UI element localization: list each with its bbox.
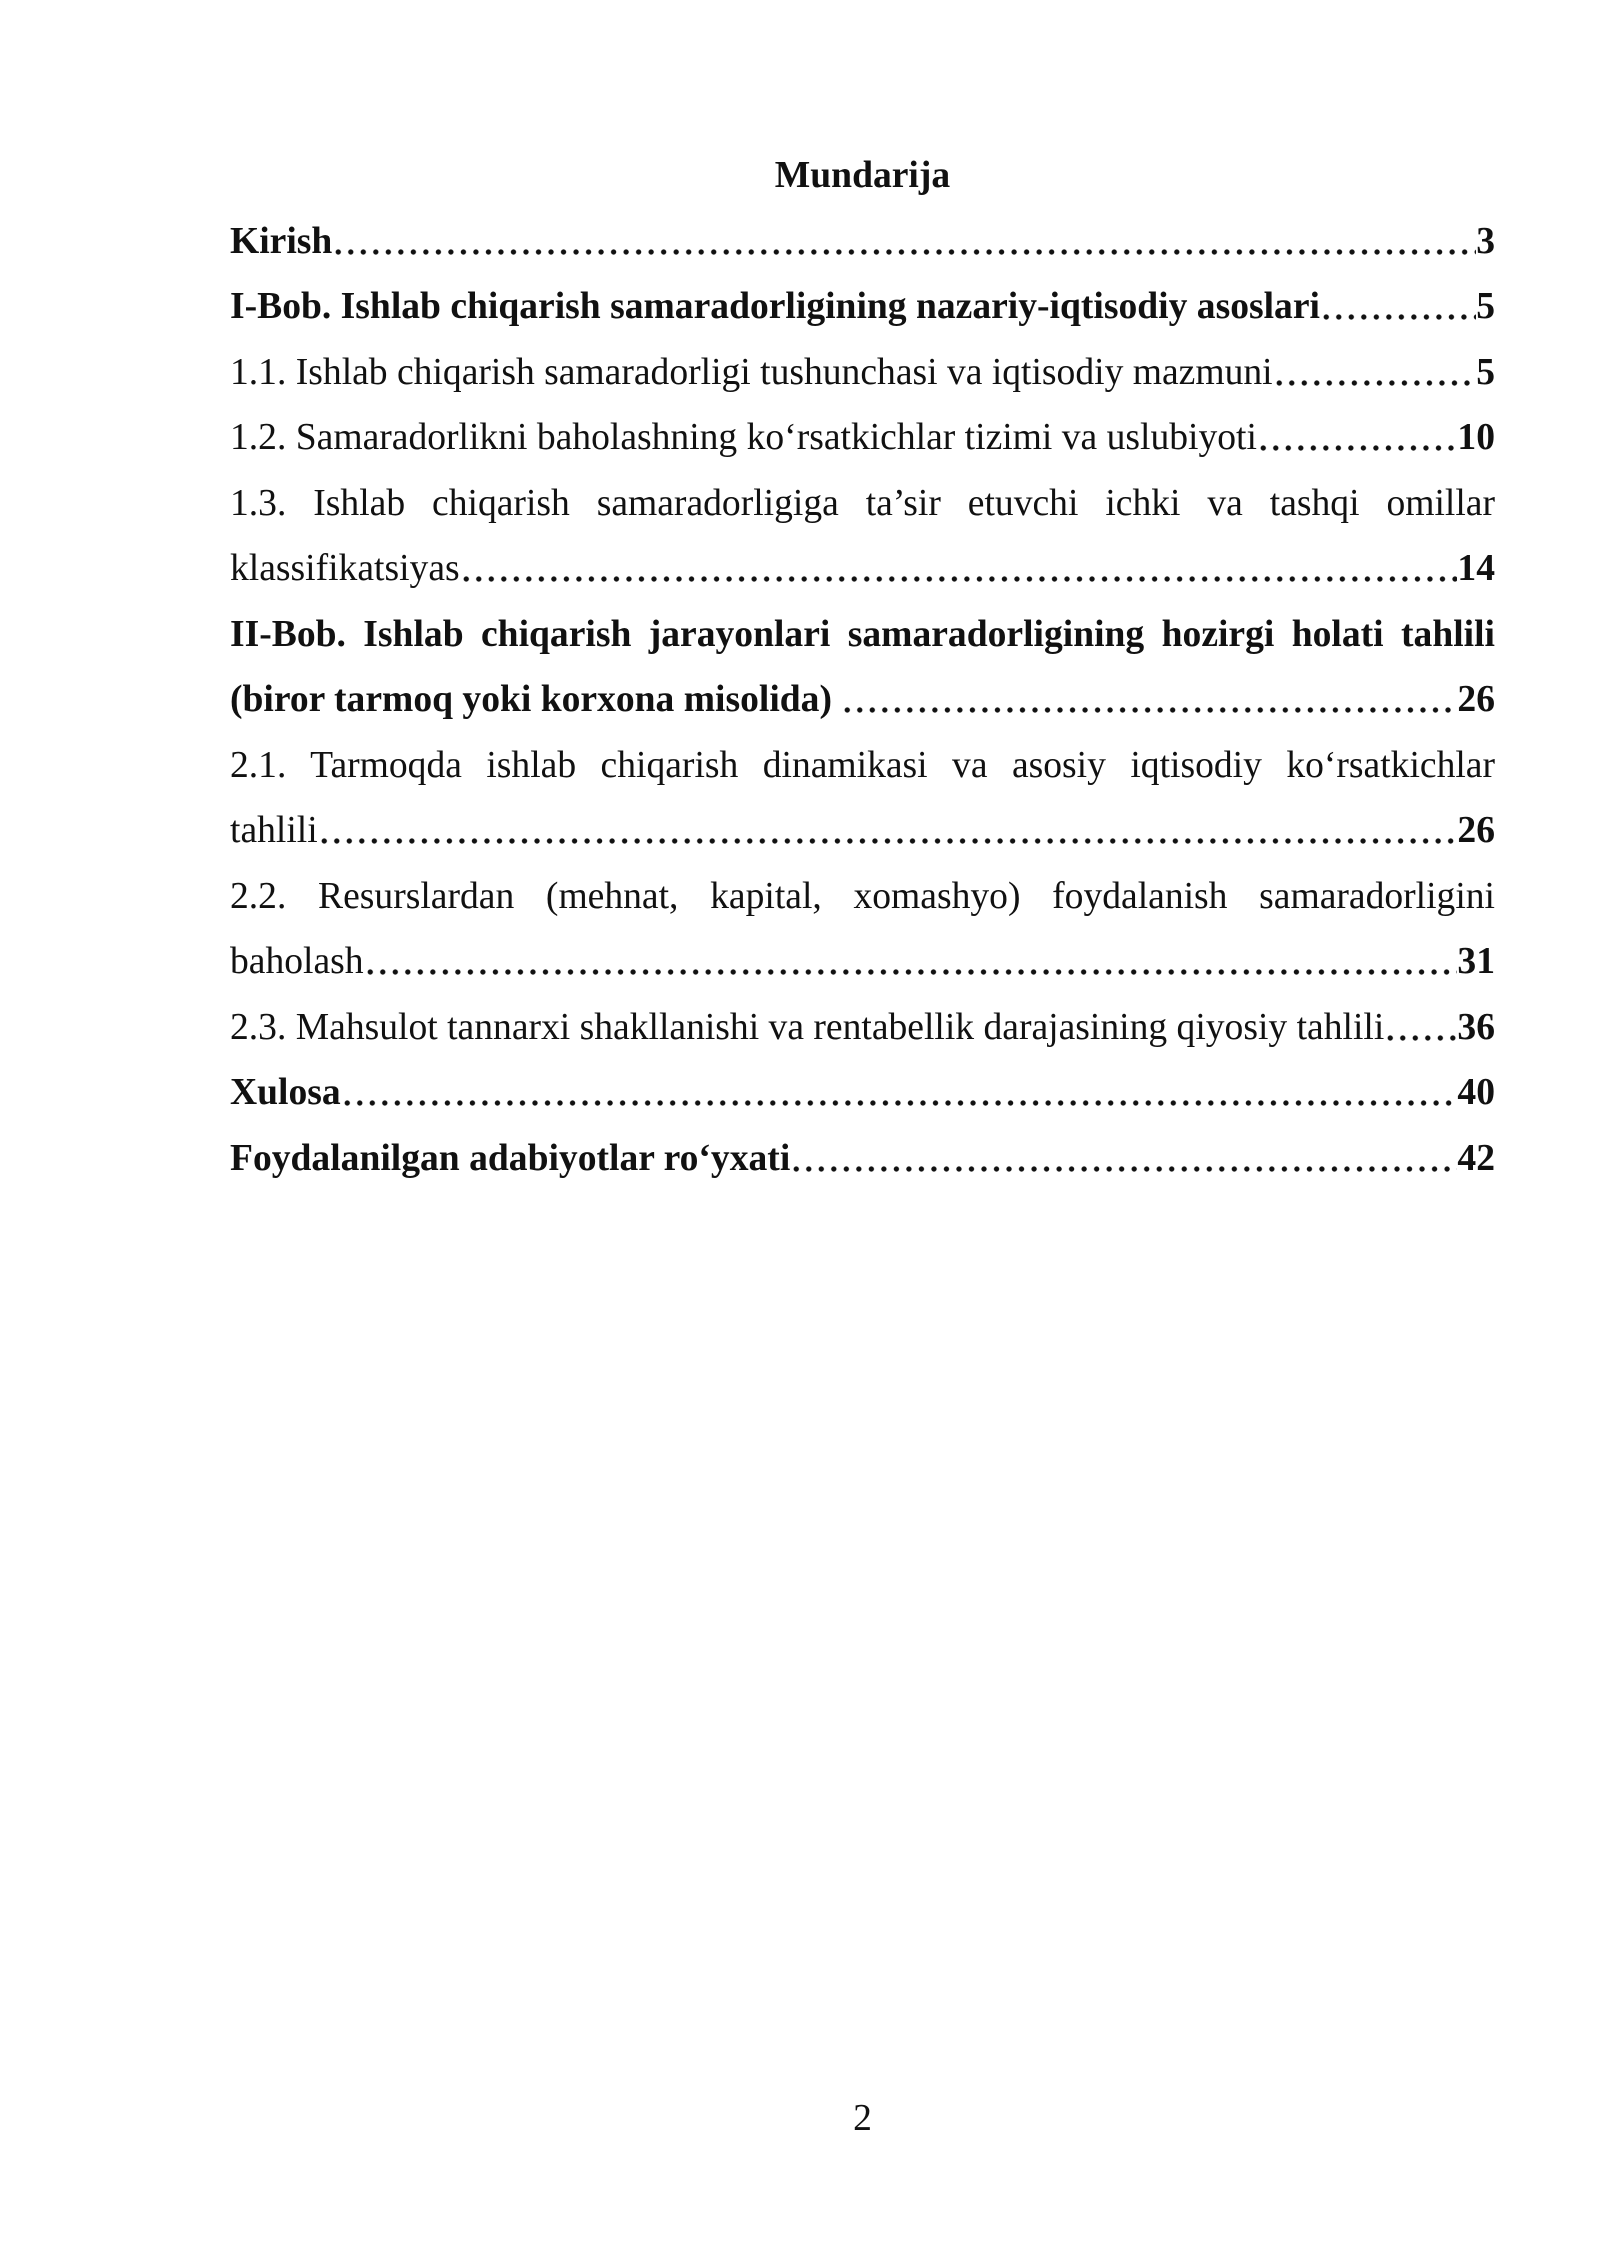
toc-entry-line-last: [230, 1126, 1495, 1192]
toc-entry-page: 31: [1457, 941, 1495, 982]
toc-entry: [230, 405, 1495, 471]
toc-entry: [230, 340, 1495, 406]
toc-entry-page: 10: [1457, 417, 1495, 458]
toc-entry: [230, 471, 1495, 602]
toc-entry-title: Xulosa: [230, 1072, 341, 1113]
toc-entry-page: 26: [1457, 810, 1495, 851]
toc-entry-line-last: [230, 405, 1495, 471]
toc-entry-title: 2.3. Mahsulot tannarxi shakllanishi va rentabellik darajasining qiyosiy tahlili: [230, 1006, 1385, 1048]
toc-entry: [230, 864, 1495, 995]
toc-entry-line-last: [230, 929, 1495, 995]
toc-entry-page: 40: [1457, 1072, 1495, 1113]
dot-leader: [1273, 340, 1477, 406]
dot-leader: [341, 1060, 1458, 1126]
toc-entry-page: 3: [1476, 220, 1495, 262]
toc-entry-title: tahlili: [230, 810, 318, 851]
toc-entry-line: [230, 733, 1495, 799]
toc-entry-title: 2.2. Resurslardan (mehnat, kapital, xomashyo) foydalanish samaradorligini: [230, 875, 1495, 917]
page-number: 2: [853, 2098, 872, 2139]
toc-entry-page: 42: [1457, 1137, 1495, 1179]
toc-entry-line: [230, 602, 1495, 668]
toc-entry-line-last: [230, 536, 1495, 602]
toc-entry: [230, 733, 1495, 864]
toc-entry-title: 2.1. Tarmoqda ishlab chiqarish dinamikasi va asosiy iqtisodiy ko‘rsatkichlar: [230, 744, 1495, 786]
toc-entry-line-last: [230, 209, 1495, 275]
toc-title: Mundarija: [774, 155, 951, 196]
dot-leader: [332, 209, 1476, 275]
toc-entry-line-last: [230, 340, 1495, 406]
toc-entry-line: [230, 864, 1495, 930]
toc-entry-title: 1.1. Ishlab chiqarish samaradorligi tushunchasi va iqtisodiy mazmuni: [230, 351, 1273, 393]
toc-entries: [230, 209, 1495, 1192]
toc-entry-line-last: [230, 1060, 1495, 1126]
toc-entry-title: klassifikatsiyas: [230, 548, 460, 589]
toc-entry-page: 5: [1476, 351, 1495, 393]
toc-entry-title: Kirish: [230, 220, 333, 262]
dot-leader: [364, 929, 1458, 995]
toc-entry: [230, 209, 1495, 275]
dot-leader: [1257, 405, 1457, 471]
toc-entry: [230, 995, 1495, 1061]
toc-entry-page: 14: [1457, 548, 1495, 589]
toc-entry: [230, 274, 1495, 340]
dot-leader: [460, 536, 1458, 602]
toc-entry-title: Foydalanilgan adabiyotlar ro‘yxati: [230, 1137, 791, 1179]
toc-entry: [230, 1060, 1495, 1126]
dot-leader: [318, 798, 1458, 864]
dot-leader: [1320, 274, 1476, 340]
toc-entry-page: 26: [1457, 679, 1495, 720]
toc-entry-title: II-Bob. Ishlab chiqarish jarayonlari samaradorligining hozirgi holati tahlili: [230, 613, 1495, 655]
table-of-contents: [230, 143, 1495, 1191]
toc-entry-title: 1.3. Ishlab chiqarish samaradorligiga ta’sir etuvchi ichki va tashqi omillar: [230, 482, 1495, 524]
toc-entry-title: baholash: [230, 941, 364, 982]
dot-leader: [841, 667, 1457, 733]
dot-leader: [1384, 995, 1457, 1061]
toc-entry-line-last: [230, 667, 1495, 733]
toc-entry-page: 5: [1476, 286, 1495, 327]
toc-entry-page: 36: [1457, 1006, 1495, 1048]
toc-entry-title: 1.2. Samaradorlikni baholashning ko‘rsatkichlar tizimi va uslubiyoti: [230, 417, 1257, 458]
toc-entry-line-last: [230, 274, 1495, 340]
toc-entry: [230, 1126, 1495, 1192]
toc-entry-title: (biror tarmoq yoki korxona misolida): [230, 679, 842, 720]
toc-entry-title: I-Bob. Ishlab chiqarish samaradorligining nazariy-iqtisodiy asoslari: [230, 286, 1320, 327]
toc-entry-line: [230, 471, 1495, 537]
toc-entry-line-last: [230, 798, 1495, 864]
toc-entry: [230, 602, 1495, 733]
dot-leader: [790, 1126, 1457, 1192]
toc-entry-line-last: [230, 995, 1495, 1061]
